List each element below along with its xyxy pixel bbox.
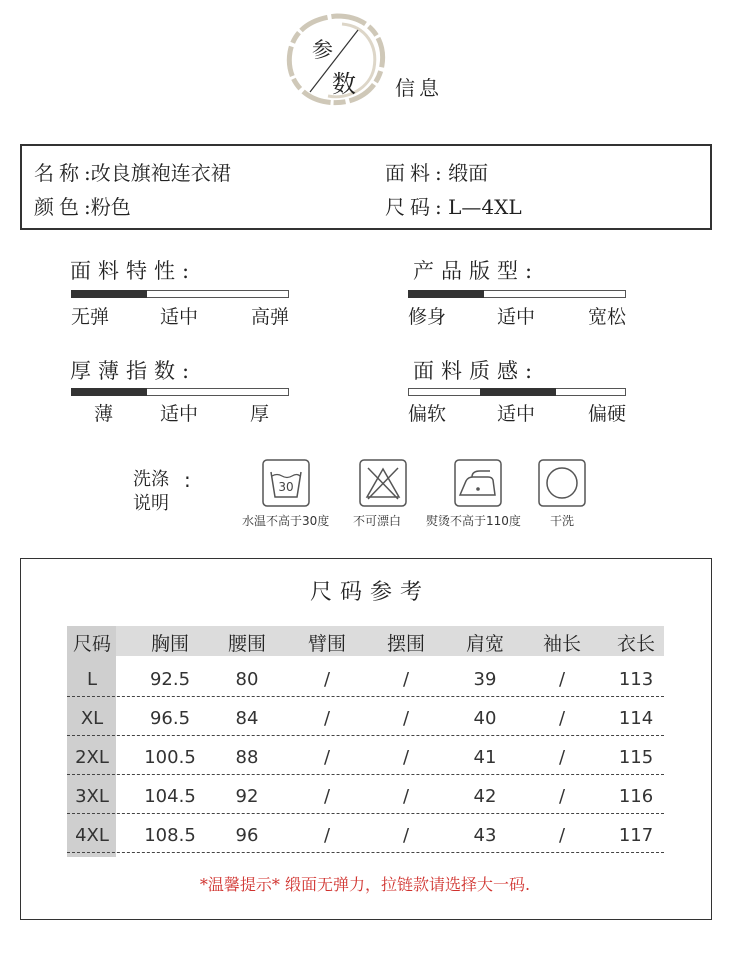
table-cell: / — [558, 669, 566, 690]
prop-fit-bar — [408, 290, 626, 298]
table-cell: / — [558, 747, 566, 768]
prop-elasticity-mid: 适中 — [160, 306, 199, 328]
prop-texture-low: 偏软 — [408, 403, 447, 425]
info-color-label: 颜色 — [34, 195, 84, 219]
prop-fit-title: 产品版型: — [413, 259, 540, 283]
table-cell: / — [323, 747, 331, 768]
info-name-value: :改良旗袍连衣裙 — [84, 161, 231, 185]
table-cell: 84 — [235, 708, 259, 729]
table-cell: 117 — [618, 825, 654, 846]
prop-thickness-bar — [71, 388, 289, 396]
table-cell: 108.5 — [144, 825, 196, 846]
iron-low-icon — [454, 459, 502, 507]
prop-fit-mid: 适中 — [497, 306, 536, 328]
prop-fit-low: 修身 — [408, 306, 447, 328]
info-size — [385, 191, 522, 220]
prop-texture-mid: 适中 — [497, 403, 536, 425]
table-cell: 116 — [618, 786, 654, 807]
table-cell: / — [402, 825, 410, 846]
header-char-2: 数 — [332, 70, 356, 98]
table-cell: 92.5 — [149, 669, 191, 690]
table-cell: / — [402, 669, 410, 690]
table-cell: 96 — [235, 825, 259, 846]
info-fabric — [385, 157, 488, 186]
care-caption-wash: 水温不高于30度 — [242, 514, 330, 528]
info-name-label: 名称 — [34, 161, 84, 185]
table-row-size: 3XL — [75, 786, 109, 807]
care-caption-iron: 熨烫不高于110度 — [426, 514, 521, 528]
wash-temp-label: 30 — [278, 480, 294, 494]
info-size-label: 尺码 — [385, 195, 435, 219]
care-caption-dryclean: 干洗 — [550, 514, 575, 528]
size-chart-box — [20, 558, 712, 920]
size-note: *温馨提示* 缎面无弹力，拉链款请选择大一码. — [199, 875, 531, 894]
prop-fit-high: 宽松 — [588, 306, 627, 328]
dry-clean-icon — [538, 459, 586, 507]
table-cell: 113 — [618, 669, 654, 690]
table-cell: 42 — [473, 786, 497, 807]
table-row-divider — [67, 735, 664, 736]
table-cell: 92 — [235, 786, 259, 807]
table-cell: 41 — [473, 747, 497, 768]
table-cell: / — [323, 825, 331, 846]
table-cell: / — [558, 708, 566, 729]
size-chart-title: 尺码参考 — [309, 580, 430, 605]
info-name — [34, 157, 231, 186]
table-header-chest: 胸围 — [150, 633, 189, 655]
wash-30-icon — [262, 459, 310, 507]
table-row-divider — [67, 852, 664, 853]
table-cell: / — [558, 786, 566, 807]
prop-thickness-mid: 适中 — [160, 403, 199, 425]
prop-thickness-low: 薄 — [94, 403, 114, 425]
info-fabric-value: : 缎面 — [435, 161, 489, 185]
info-color — [34, 191, 131, 220]
size-table-size-column-bg — [67, 626, 116, 857]
care-title-line2: 说明 — [133, 493, 169, 514]
table-row-divider — [67, 774, 664, 775]
table-header-length: 衣长 — [616, 633, 655, 655]
table-cell: 114 — [618, 708, 654, 729]
table-cell: 96.5 — [149, 708, 191, 729]
prop-elasticity-fill — [71, 290, 147, 298]
table-cell: 43 — [473, 825, 497, 846]
table-cell: / — [402, 708, 410, 729]
table-header-arm: 臂围 — [307, 633, 346, 655]
prop-texture-bar — [408, 388, 626, 396]
prop-thickness-title: 厚薄指数: — [70, 359, 197, 383]
table-header-waist: 腰围 — [227, 633, 266, 655]
table-cell: 88 — [235, 747, 259, 768]
table-row-size: 2XL — [75, 747, 109, 768]
table-cell: 39 — [473, 669, 497, 690]
care-title — [133, 468, 169, 516]
prop-elasticity-title: 面料特性: — [70, 259, 197, 283]
care-colon: : — [184, 468, 191, 492]
no-bleach-icon — [359, 459, 407, 507]
table-cell: 100.5 — [144, 747, 196, 768]
table-cell: 40 — [473, 708, 497, 729]
prop-elasticity-low: 无弹 — [71, 306, 110, 328]
prop-texture-high: 偏硬 — [588, 403, 627, 425]
header-char-1: 参 — [312, 38, 333, 62]
table-cell: / — [402, 747, 410, 768]
table-cell: 104.5 — [144, 786, 196, 807]
table-header-sleeve: 袖长 — [542, 633, 581, 655]
prop-elasticity-bar — [71, 290, 289, 298]
prop-thickness-fill — [71, 388, 147, 396]
table-cell: / — [323, 669, 331, 690]
info-fabric-label: 面料 — [385, 161, 435, 185]
table-row-size: L — [86, 669, 98, 690]
table-header-size: 尺码 — [72, 633, 111, 655]
table-header-shoulder: 肩宽 — [465, 633, 504, 655]
table-cell: / — [558, 825, 566, 846]
care-title-line1: 洗涤 — [133, 469, 169, 490]
table-cell: / — [323, 786, 331, 807]
table-cell: 115 — [618, 747, 654, 768]
prop-thickness-high: 厚 — [250, 403, 270, 425]
info-color-value: :粉色 — [84, 195, 131, 219]
prop-elasticity-high: 高弹 — [251, 306, 290, 328]
prop-texture-title: 面料质感: — [413, 359, 540, 383]
prop-texture-fill — [480, 388, 556, 396]
table-cell: / — [323, 708, 331, 729]
section-header — [282, 10, 462, 110]
table-row-size: XL — [80, 708, 104, 729]
table-row-divider — [67, 696, 664, 697]
header-info: 信息 — [395, 76, 443, 100]
care-caption-bleach: 不可漂白 — [353, 514, 402, 528]
prop-fit-fill — [408, 290, 484, 298]
table-row-size: 4XL — [75, 825, 109, 846]
table-row-divider — [67, 813, 664, 814]
info-size-value: : L—4XL — [435, 195, 522, 219]
table-header-hem: 摆围 — [386, 633, 425, 655]
table-cell: / — [402, 786, 410, 807]
table-cell: 80 — [235, 669, 259, 690]
